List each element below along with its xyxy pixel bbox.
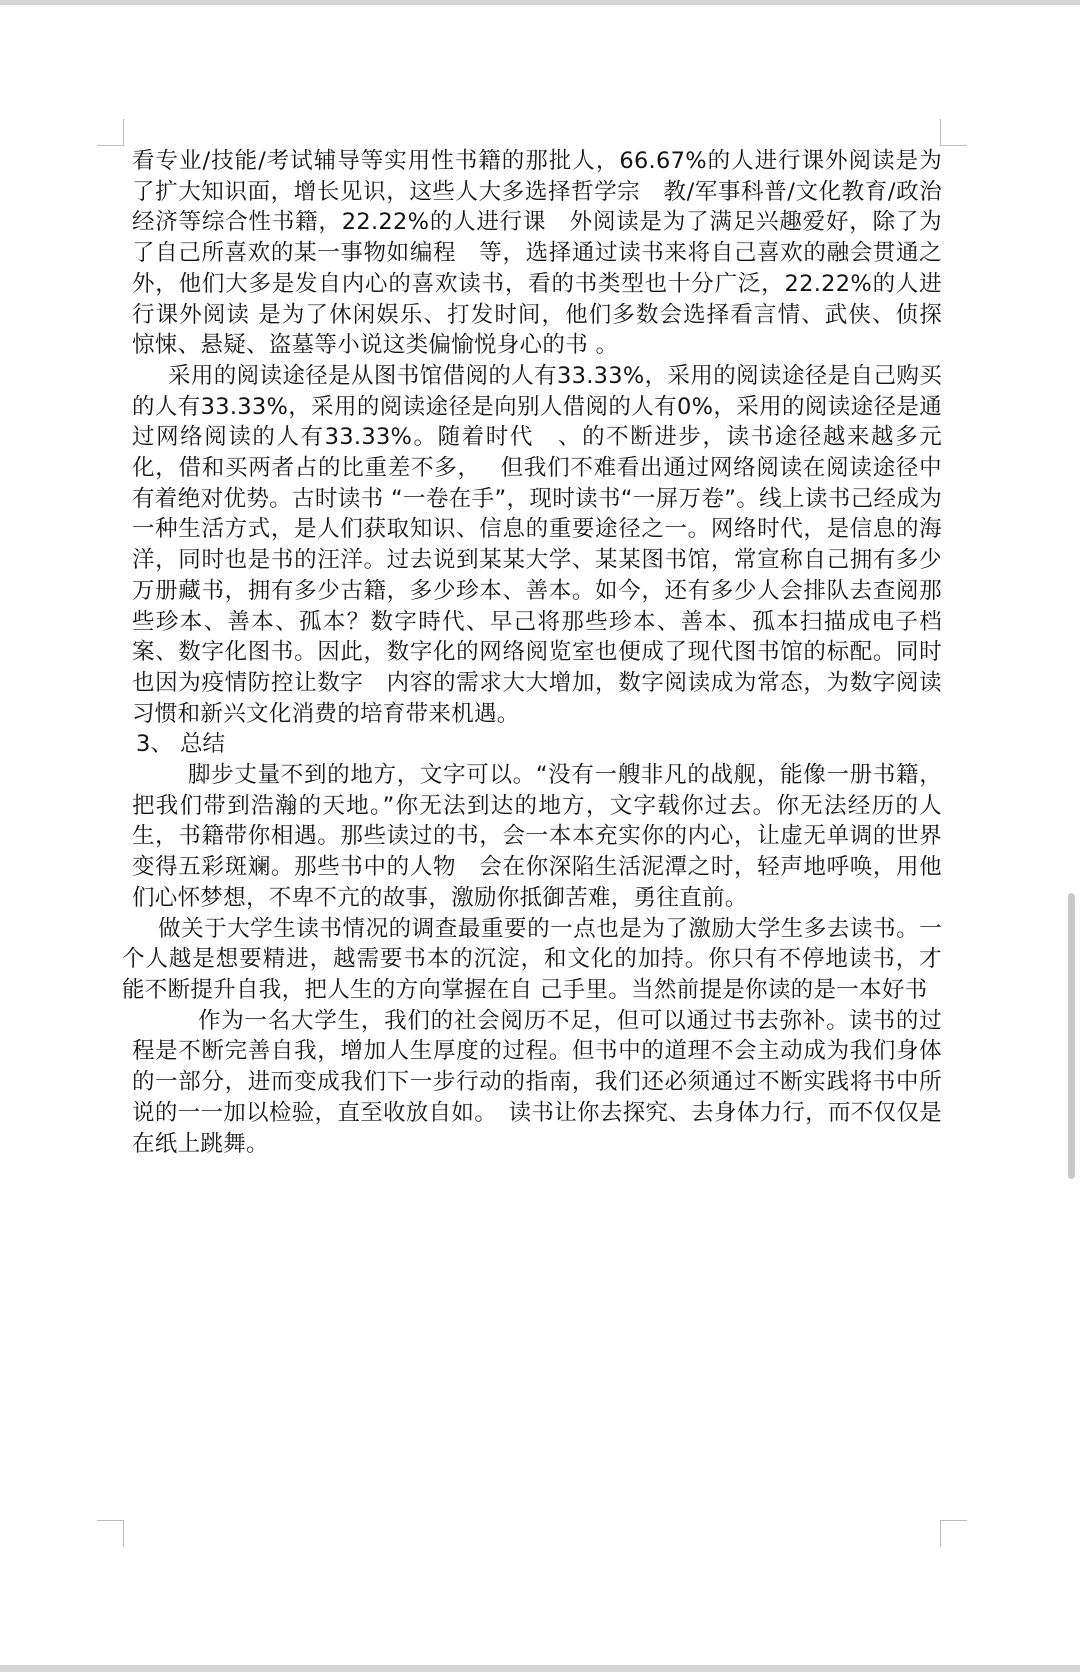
page-edge-bottom (0, 1665, 1080, 1672)
paragraph-reading-channels: 采用的阅读途径是从图书馆借阅的人有33.33%，采用的阅读途径是自己购买的人有33.33%，采用的阅读途径是向别人借阅的人有0%，采用的阅读途径是通过网络阅读的人有33.33%。随着时代 、的不断进步，读书途径越来越多元化，借和买两者占的比重差不多， 但我们不难看出通过网络阅读在阅读途径中有着绝对优势。古时读书 “一卷在手”，现时读书“一屏万卷”。线上读书己经成为一种生活方式，是人们获取知识、信息的重要途径之一。网络时代，是信息的海洋，同时也是书的汪洋。过去说到某某大学、某某图书馆，常宣称自己拥有多少万册藏书，拥有多少古籍，多少珍本、善本。如今，还有多少人会排队去查阅那些珍本、善本、孤本？数字時代、早己将那些珍本、善本、孤本扫描成电子档案、数字化图书。因此，数字化的网络阅览室也便成了现代图书馆的标配。同时也因为疫情防控让数字 内容的需求大大增加，数字阅读成为常态，为数字阅读习惯和新兴文化消费的培育带来机遇。 (132, 362, 942, 727)
paragraph-reading-purpose: 看专业/技能/考试辅导等实用性书籍的那批人，66.67%的人进行课外阅读是为了扩大知识面，增长见识，这些人大多选择哲学宗 教/军事科普/文化教育/政治经济等综合性书籍，22.22%的人进行课 外阅读是为了满足兴趣爱好，除了为了自己所喜欢的某一事物如编程 等，选择通过读书来将自己喜欢的融会贯通之外，他们大多是发自内心的喜欢读书，看的书类型也十分广泛，22.22%的人进行课外阅读 是为了休闲娱乐、打发时间，他们多数会选择看言情、武侠、侦探 惊悚、悬疑、盗墓等小说这类偏愉悦身心的书 。 (132, 148, 942, 359)
paragraph-summary-1: 脚步丈量不到的地方，文字可以。“没有一艘非凡的战舰，能像一册书籍，把我们带到浩瀚的天地。”你无法到达的地方，文字载你过去。你无法经历的人生，书籍带你相遇。那些读过的书，会一本本充实你的内心，让虚无单调的世界变得五彩斑斓。那些书中的人物 会在你深陷生活泥潭之时，轻声地呼唤，用他们心怀梦想，不卑不亢的故事，激励你抵御苦难，勇往直前。 (132, 762, 942, 911)
crop-mark-bottom-left (97, 1520, 124, 1547)
crop-mark-bottom-right (940, 1520, 967, 1547)
crop-mark-top-left (97, 119, 124, 146)
document-body (122, 146, 942, 1159)
paragraph-summary-2: 做关于大学生读书情况的调查最重要的一点也是为了激励大学生多去读书。一个人越是想要精进，越需要书本的沉淀，和文化的加持。你只有不停地读书，才能不断提升自我，把人生的方向掌握在自 己手里。当然前提是你读的是一本好书 (122, 915, 942, 1003)
vertical-scrollbar[interactable] (1068, 893, 1075, 1179)
page-edge-top (0, 0, 1080, 5)
section-heading-summary: 3、 总结 (136, 731, 225, 758)
crop-mark-top-right (940, 119, 967, 146)
paragraph-summary-3: 作为一名大学生，我们的社会阅历不足，但可以通过书去弥补。读书的过程是不断完善自我，增加人生厚度的过程。但书中的道理不会主动成为我们身体的一部分，进而变成我们下一步行动的指南，我们还必须通过不断实践将书中所说的一一加以检验，直至收放自如。 读书让你去探究、去身体力行，而不仅仅是在纸上跳舞。 (132, 1007, 942, 1157)
